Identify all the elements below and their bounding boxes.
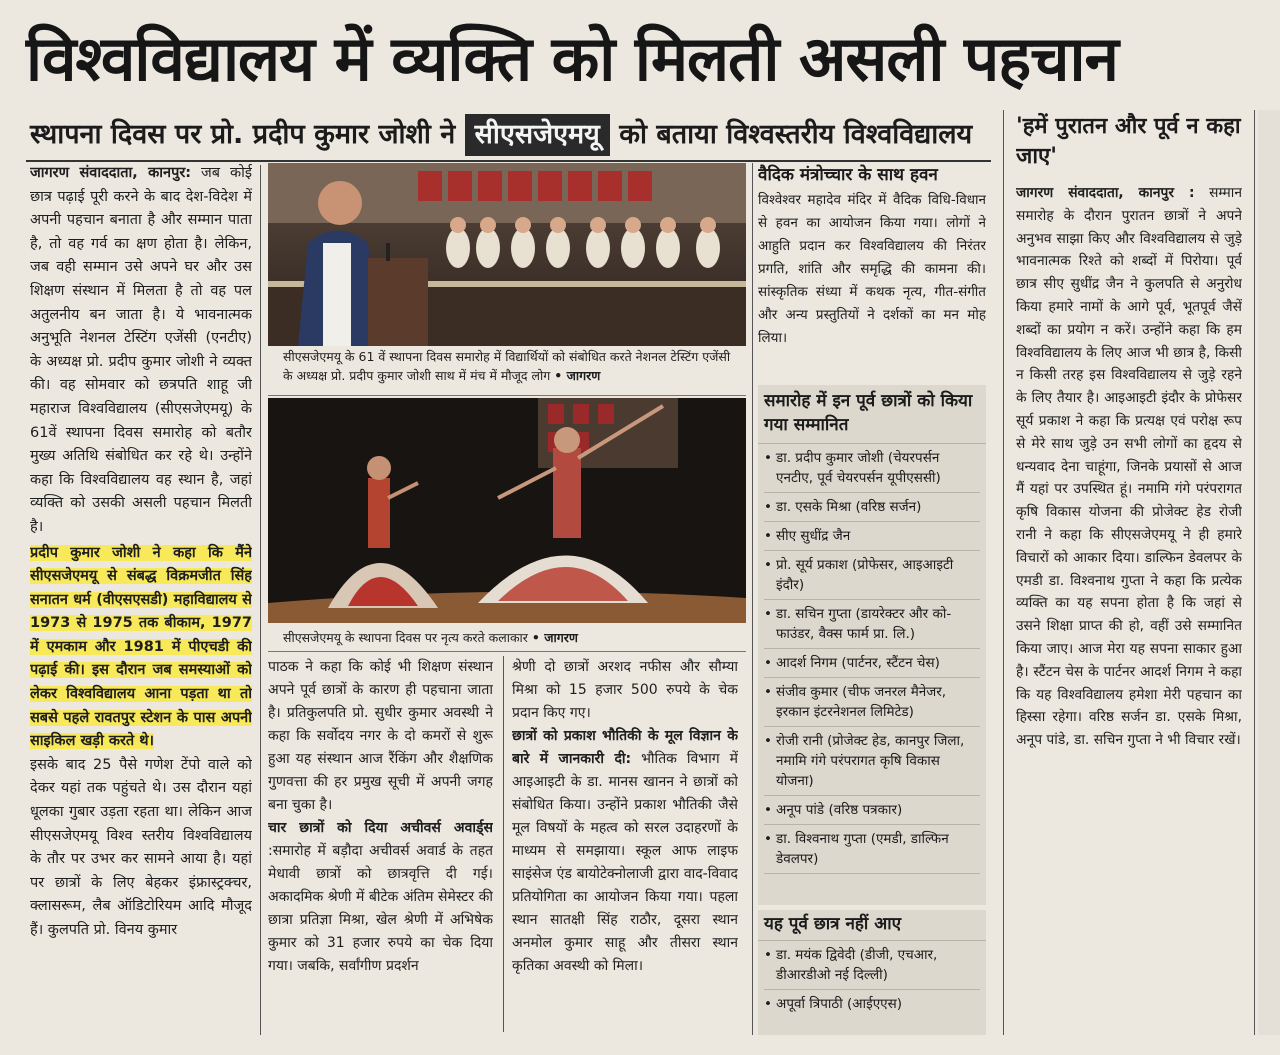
list-item: • रोजी रानी (प्रोजेक्ट हेड, कानपुर जिला, नमामि गंगे परंपरागत कृषि विकास योजना) <box>764 727 980 796</box>
column-divider <box>1003 110 1004 1035</box>
list-item: • संजीव कुमार (चीफ जनरल मैनेजर, इरकान इंटरनेशनल लिमिटेड) <box>764 678 980 727</box>
absent-alumni-box <box>758 910 986 1035</box>
column-divider <box>1254 110 1255 1035</box>
divider <box>268 651 746 652</box>
list-item: • डा. मयंक द्विवेदी (डीजी, एचआर, डीआरडीओ नई दिल्ली) <box>764 941 980 990</box>
adjacent-article-edge <box>1258 110 1280 1035</box>
article-column-2 <box>268 656 493 1036</box>
photo-1-caption: सीएसजेएमयू के 61 वें स्थापना दिवस समारोह में विद्यार्थियों को संबोधित करते नेशनल टेस्टिंग एजेंसी के अध्यक्ष प्रो. प्रदीप कुमार जोशी साथ में मंच में मौजूद लोग • जागरण <box>283 349 731 383</box>
subheadline <box>30 110 972 160</box>
list-item: • आदर्श निगम (पार्टनर, स्टैंटन चेस) <box>764 649 980 678</box>
photo-1-credit: • जागरण <box>554 368 601 383</box>
havan-box <box>758 163 986 373</box>
havan-title: वैदिक मंत्रोच्चार के साथ हवन <box>758 165 938 185</box>
article-paragraph-3: इसके बाद 25 पैसे गणेश टेंपो वाले को देकर यहां तक पहुंचते थे। उस दौरान यहां धूलका गुबार उड़ता रहता था। लेकिन आज सीएसजेएमयू विश्व स्तरीय विश्वविद्यालय के तौर पर उभर कर सामने आया है। यहां पर छात्रों के लिए बेहकर इंफ्रास्ट्रक्चर, क्लासरूम, लैब ऑडिटोरियम आदि मौजूद हैं। कुलपति प्रो. विनय कुमार <box>30 756 252 938</box>
article-paragraph-4: पाठक ने कहा कि कोई भी शिक्षण संस्थान अपने पूर्व छात्रों के कारण ही पहचाना जाता है। प्रतिकुलपति प्रो. सुधीर कुमार अवस्थी ने कहा कि सर्वोदय नगर के दो कमरों से शुरू हुआ यह संस्थान आज रैंकिंग और शैक्षणिक गुणवत्ता की हर प्रमुख सूची में अपनी जगह बना चुका है। <box>268 659 493 813</box>
photo-dance-performance <box>268 398 746 623</box>
list-item: • डा. सचिन गुप्ता (डायरेक्टर और को-फाउंडर, वैक्स फार्म प्रा. लि.) <box>764 600 980 649</box>
list-item: • सीए सुधींद्र जैन <box>764 522 980 551</box>
list-item: • अनूप पांडे (वरिष्ठ पत्रकार) <box>764 796 980 825</box>
list-item: • प्रो. सूर्य प्रकाश (प्रोफेसर, आइआइटी इंदौर) <box>764 551 980 600</box>
side-byline: जागरण संवाददाता, कानपुर : <box>1016 185 1195 201</box>
photo-2-credit: • जागरण <box>531 630 578 645</box>
subheading-achievers: चार छात्रों को दिया अचीवर्स अवार्ड्स <box>268 820 493 836</box>
absent-list <box>758 941 986 1018</box>
list-item: • डा. एसके मिश्रा (वरिष्ठ सर्जन) <box>764 493 980 522</box>
column-divider <box>503 656 504 1032</box>
honored-alumni-box <box>758 385 986 905</box>
article-column-3 <box>512 656 738 1036</box>
photo-stage-speech <box>268 163 746 346</box>
subhead-before: स्थापना दिवस पर प्रो. प्रदीप कुमार जोशी ने <box>30 119 456 150</box>
honored-title: समारोह में इन पूर्व छात्रों को किया गया सम्मानित <box>758 385 986 444</box>
divider <box>268 395 746 396</box>
side-story-title: 'हमें पुरातन और पूर्व न कहा जाए' <box>1016 114 1241 169</box>
honored-list <box>758 444 986 874</box>
article-column-1 <box>30 162 252 1042</box>
subhead-highlight: सीएसजेएमयू <box>465 114 610 156</box>
absent-title: यह पूर्व छात्र नहीं आए <box>758 910 986 941</box>
havan-body: विश्वेश्वर महादेव मंदिर में वैदिक विधि-विधान से हवन का आयोजन किया गया। लोगों ने आहुति प्रदान कर विश्वविद्यालय की निरंतर प्रगति, शांति और समृद्धि की कामना की। सांस्कृतिक संध्या में कथक नृत्य, गीत-संगीत और अन्य प्रस्तुतियों ने दर्शकों का मन मोह लिया। <box>758 192 986 346</box>
subheading-physics: छात्रों को प्रकाश भौतिकी के मूल विज्ञान के बारे में जानकारी दी: <box>512 728 738 767</box>
article-paragraph-7: छात्रों को प्रकाश भौतिकी के मूल विज्ञान के बारे में जानकारी दी: भौतिक विभाग में आइआइटी के डा. मानस खानन ने छात्रों को संबोधित किया। उन्होंने प्रकाश भौतिकी जैसे मूल विषयों के महत्व को सरल उदाहरणों के माध्यम से समझाया। स्कूल आफ लाइफ साइंसेज एंड बायोटेक्नोलाजी द्वारा वाद-विवाद प्रतियोगिता का आयोजन किया गया। पहला स्थान सातक्षी सिंह राठौर, दूसरा स्थान अनमोल कुमार साहू और तीसरा स्थान कृतिका अवस्थी को मिला। <box>512 728 738 974</box>
side-story <box>1016 112 1242 1037</box>
article-paragraph-5: चार छात्रों को दिया अचीवर्स अवार्ड्स :समारोह में बड़ौदा अचीवर्स अवार्ड के तहत मेधावी छात्रों को छात्रवृत्ति दी गई। अकादमिक श्रेणी में बीटेक अंतिम सेमेस्टर की छात्रा प्रतिज्ञा मिश्रा, खेल श्रेणी में अभिषेक कुमार को 31 हजार रुपये का चेक दिया गया। जबकि, सर्वांगीण प्रदर्शन <box>268 820 493 974</box>
side-story-body: जागरण संवाददाता, कानपुर : सम्मान समारोह के दौरान पुरातन छात्रों ने अपने अनुभव साझा किए और विश्वविद्यालय से जुड़े भावनात्मक रिश्ते को शब्दों में पिरोया। पूर्व छात्र सीए सुधींद्र जैन ने कुलपति से अनुरोध किया हमारे नामों के आगे पूर्व, भूतपूर्व जैसें शब्दों का प्रयोग न करें। उन्होंने कहा कि हम विश्वविद्यालय के लिए आज भी छात्र है, किसी न किसी तरह इस विश्वविद्यालय से जुड़े रहने के लिए तैयार है। आइआइटी इंदौर के प्रोफेसर सूर्य प्रकाश ने कहा कि प्रत्यक्ष एवं परोक्ष रूप से मेरे साथ जुड़े उन सभी लोगों का हृदय से धन्यवाद देना चाहूंगा, जिनके प्रयासों से आज मैं यहां पर उपस्थित हूं। नमामि गंगे परंपरागत कृषि विकास योजना की प्रोजेक्ट हेड रोजी रानी ने कहा कि सीएसजेएमयू ने ही हमारे विचारों को आकार दिया। डाल्फिन डेवलपर के एमडी डा. विश्वनाथ गुप्ता ने कहा कि प्रत्येक व्यक्ति का यह सपना होता है कि जहां से उसने शिक्षा प्राप्त की हो, वहीं उसे सम्मानित किया जाए। आज मेरा यह सपना साकार हुआ है। स्टैंटन चेस के पार्टनर आदर्श निगम ने कहा कि यह विश्वविद्यालय हमेशा मेरी पहचान का हिस्सा रहेगा। वरिष्ठ सर्जन डा. एसके मिश्रा, अनूप पांडे, डा. सचिन गुप्ता ने भी विचार रखें। <box>1016 185 1242 749</box>
photo-2-caption: सीएसजेएमयू के स्थापना दिवस पर नृत्य करते कलाकार • जागरण <box>283 630 578 645</box>
list-item: • डा. विश्वनाथ गुप्ता (एमडी, डाल्फिन डेवलपर) <box>764 825 980 874</box>
subhead-after: को बताया विश्वस्तरीय विश्वविद्यालय <box>619 119 973 150</box>
list-item: • अपूर्वा त्रिपाठी (आईएएस) <box>764 990 980 1018</box>
article-paragraph-1: जागरण संवाददाता, कानपुर: जब कोई छात्र पढ़ाई पूरी करने के बाद देश-विदेश में अपनी पहचान बनाता है और सम्मान पाता है, तो वह गर्व का क्षण होता है। लेकिन, जब वही सम्मान उसे अपने घर और उस शिक्षण संस्थान में मिलता है तो वह पल अतुलनीय बन जाता है। ये भावनात्मक अनुभूति नेशनल टेस्टिंग एजेंसी (एनटीए) के अध्यक्ष प्रो. प्रदीप कुमार जोशी ने व्यक्त की। वह सोमवार को छत्रपति शाहू जी महाराज विश्वविद्यालय (सीएसजेएमयू) के 61वें स्थापना दिवस समारोह को बतौर मुख्य अतिथि संबोधित कर रहे थे। उन्होंने कहा कि विश्वविद्यालय वह स्थान है, जहां व्यक्ति को उसकी असली पहचान मिलती है। <box>30 165 252 535</box>
column-divider <box>752 163 753 1035</box>
article-paragraph-6: श्रेणी दो छात्रों अरशद नफीस और सौम्या मिश्रा को 15 हजार 500 रुपये के चेक प्रदान किए गए। <box>512 659 738 721</box>
column-divider <box>260 165 261 1035</box>
list-item: • डा. प्रदीप कुमार जोशी (चेयरपर्सन एनटीए, पूर्व चेयरपर्सन यूपीएससी) <box>764 444 980 493</box>
headline: विश्वविद्यालय में व्यक्ति को मिलती असली पहचान <box>26 22 1118 95</box>
byline: जागरण संवाददाता, कानपुर: <box>30 165 192 181</box>
article-paragraph-highlighted: प्रदीप कुमार जोशी ने कहा कि मैंने सीएसजेएमयू से संबद्ध विक्रमजीत सिंह सनातन धर्म (वीएसएसडी) महाविद्यालय से 1973 से 1975 तक बीकाम, 1977 में एमकाम और 1981 में पीएचडी की पढ़ाई की। इस दौरान जब समस्याओं को लेकर विश्वविद्यालय आना पड़ता था तो सबसे पहले रावतपुर स्टेशन के पास अपनी साइकिल खड़ी करते थे। <box>30 544 252 750</box>
